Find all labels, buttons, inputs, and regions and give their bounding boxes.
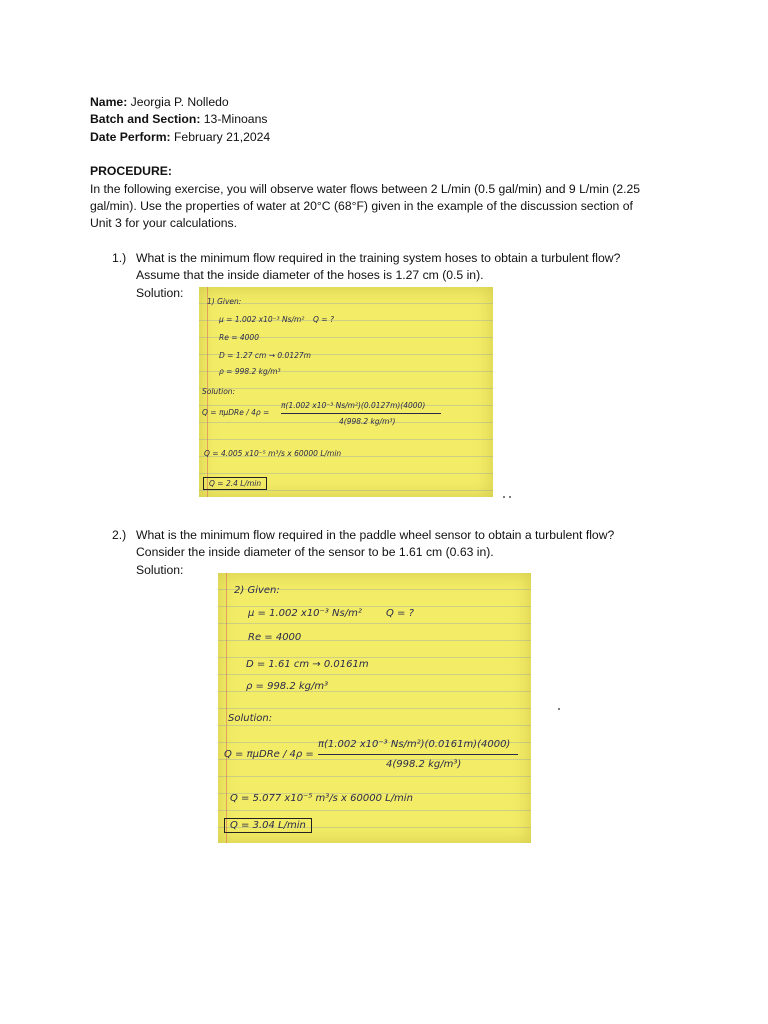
question-2-block xyxy=(90,527,690,579)
batch-value: 13-Minoans xyxy=(203,112,268,127)
hw2-given: 2) Given: xyxy=(234,585,280,596)
hw1-formula-numerator: π(1.002 x10⁻³ Ns/m²)(0.0127m)(4000) xyxy=(281,401,426,410)
question-2-number: 2.) xyxy=(112,528,127,542)
hw2-mu: μ = 1.002 x10⁻³ Ns/m² xyxy=(248,608,362,619)
date-value: February 21,2024 xyxy=(173,129,271,144)
question-1-solution-label: Solution: xyxy=(136,285,184,300)
date-line xyxy=(90,129,690,146)
hw2-formula-left: Q = πμDRe / 4ρ = xyxy=(224,749,314,760)
hw1-re: Re = 4000 xyxy=(219,333,259,342)
scan-speck xyxy=(509,496,511,498)
batch-line xyxy=(90,111,690,128)
hw1-answer: Q = 2.4 L/min xyxy=(203,477,267,490)
handwritten-solution-photo-2 xyxy=(218,573,531,843)
hw2-q-value: Q = 5.077 x10⁻⁵ m³/s x 60000 L/min xyxy=(230,793,413,804)
name-value: Jeorgia P. Nolledo xyxy=(130,95,229,109)
hw1-solution: Solution: xyxy=(202,387,236,396)
hw1-formula-denominator: 4(998.2 kg/m³) xyxy=(339,417,396,426)
batch-label: Batch and Section: xyxy=(90,112,201,127)
handwritten-solution-photo-1 xyxy=(199,287,493,497)
hw2-formula-numerator: π(1.002 x10⁻³ Ns/m²)(0.0161m)(4000) xyxy=(318,739,511,750)
question-2-line2: Consider the inside diameter of the sensor to be 1.61 cm (0.63 in). xyxy=(136,545,494,560)
procedure-text-line2: gal/min). Use the properties of water at 20°C (68°F) given in the example of the discussion section of xyxy=(90,199,633,214)
hw1-q-value: Q = 4.005 x10⁻⁵ m³/s x 60000 L/min xyxy=(204,449,342,458)
hw1-given: 1) Given: xyxy=(207,297,242,306)
hw2-answer: Q = 3.04 L/min xyxy=(224,818,312,833)
hw2-d: D = 1.61 cm → 0.0161m xyxy=(246,659,369,670)
hw2-solution: Solution: xyxy=(228,713,273,724)
document-body xyxy=(90,94,690,302)
hw1-d: D = 1.27 cm → 0.0127m xyxy=(219,351,311,360)
question-1-number: 1.) xyxy=(112,250,127,265)
question-2 xyxy=(90,527,690,579)
hw2-rho: ρ = 998.2 kg/m³ xyxy=(246,681,329,692)
procedure-text-line1: In the following exercise, you will observe water flows between 2 L/min (0.5 gal/min) and 9 L/min (2.25 xyxy=(90,181,641,196)
hw2-re: Re = 4000 xyxy=(248,632,302,643)
hw1-mu: μ = 1.002 x10⁻³ Ns/m² xyxy=(219,315,305,324)
scan-speck xyxy=(503,496,505,498)
question-1-line1: What is the minimum flow required in the training system hoses to obtain a turbulent flow? xyxy=(136,250,621,265)
scan-speck xyxy=(558,708,560,710)
hw1-rho: ρ = 998.2 kg/m³ xyxy=(219,367,281,376)
name-line xyxy=(90,94,690,111)
hw2-q-unknown: Q = ? xyxy=(386,608,414,619)
question-2-solution-label: Solution: xyxy=(136,562,184,577)
hw1-formula-left: Q = πμDRe / 4ρ = xyxy=(202,408,270,417)
date-label: Date Perform: xyxy=(90,129,171,144)
procedure-heading: PROCEDURE: xyxy=(90,164,172,179)
hw1-q-unknown: Q = ? xyxy=(313,315,334,324)
question-1-line2: Assume that the inside diameter of the hoses is 1.27 cm (0.5 in). xyxy=(136,268,484,283)
hw2-formula-denominator: 4(998.2 kg/m³) xyxy=(386,759,462,770)
name-label: Name: xyxy=(90,95,128,109)
question-2-line1: What is the minimum flow required in the paddle wheel sensor to obtain a turbulent flow? xyxy=(136,528,615,542)
procedure-text-line3: Unit 3 for your calculations. xyxy=(90,216,237,231)
